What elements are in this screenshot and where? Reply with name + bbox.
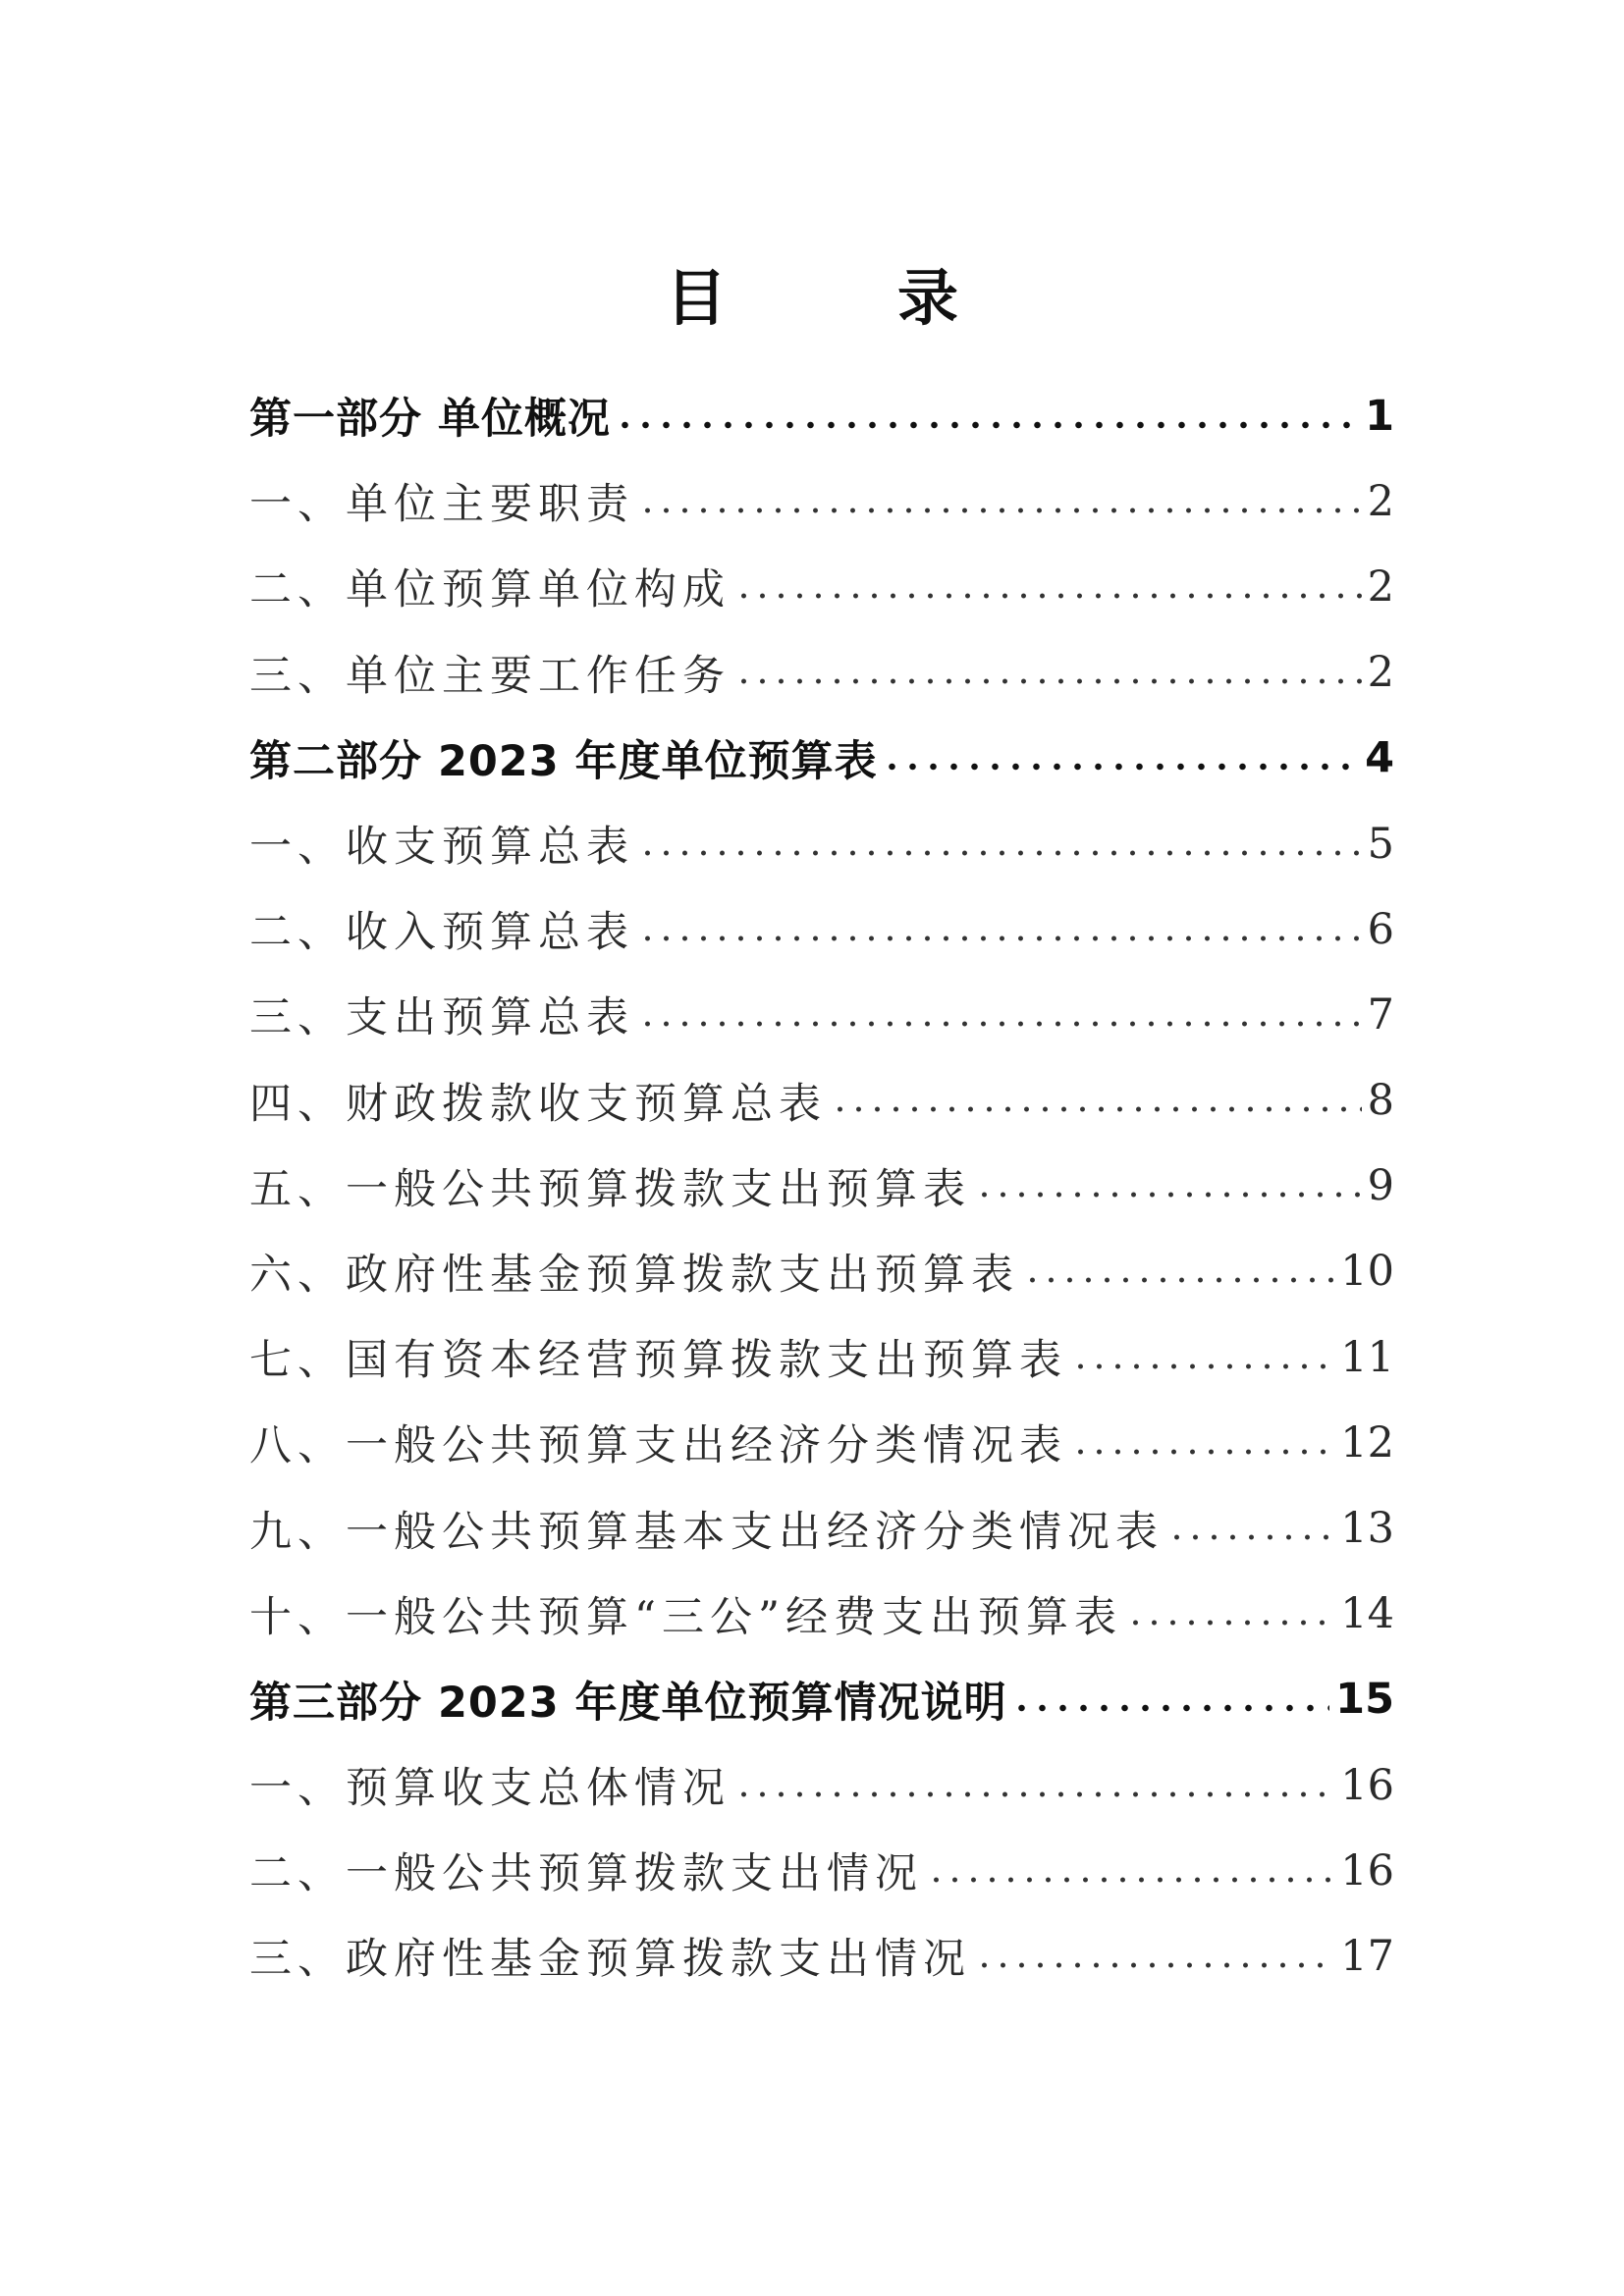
toc-entry-page: 4 (1365, 733, 1394, 783)
toc-dot-leader (975, 1189, 1362, 1201)
toc-entry[interactable] (249, 1913, 1394, 1999)
toc-entry-label: 八、一般公共预算支出经济分类情况表 (249, 1421, 1067, 1471)
toc-list (249, 373, 1394, 2000)
toc-dot-leader (615, 419, 1359, 431)
toc-dot-leader (831, 1103, 1362, 1115)
toc-dot-leader (1167, 1531, 1334, 1543)
toc-dot-leader (1071, 1361, 1334, 1372)
toc-entry-label: 十、一般公共预算“三公”经费支出预算表 (249, 1592, 1122, 1642)
toc-entry[interactable] (249, 1485, 1394, 1571)
toc-dot-leader (1011, 1702, 1330, 1714)
toc-entry-label: 六、政府性基金预算拨款支出预算表 (249, 1250, 1019, 1300)
toc-dot-leader (638, 847, 1362, 859)
toc-entry[interactable] (249, 544, 1394, 629)
toc-entry-label: 四、财政拨款收支预算总表 (249, 1079, 827, 1129)
toc-dot-leader (734, 1789, 1334, 1800)
toc-entry-page: 14 (1340, 1589, 1394, 1639)
toc-entry[interactable] (249, 1144, 1394, 1229)
toc-entry-page: 1 (1365, 391, 1394, 441)
toc-entry[interactable] (249, 1400, 1394, 1485)
toc-entry-page: 6 (1367, 904, 1394, 954)
toc-entry-page: 2 (1367, 648, 1394, 698)
toc-dot-leader (1023, 1274, 1334, 1286)
toc-entry-label: 一、收支预算总表 (249, 823, 634, 873)
toc-entry[interactable] (249, 630, 1394, 716)
toc-entry[interactable] (249, 801, 1394, 886)
toc-dot-leader (734, 675, 1362, 687)
toc-entry-part-1[interactable] (249, 373, 1394, 458)
toc-entry-label: 二、一般公共预算拨款支出情况 (249, 1849, 923, 1899)
toc-entry-page: 8 (1367, 1076, 1394, 1126)
toc-dot-leader (975, 1959, 1334, 1971)
toc-entry-label: 二、收入预算总表 (249, 908, 634, 958)
toc-entry-label: 一、单位主要职责 (249, 480, 634, 530)
toc-entry-label: 九、一般公共预算基本支出经济分类情况表 (249, 1507, 1164, 1557)
toc-entry-label: 七、国有资本经营预算拨款支出预算表 (249, 1336, 1067, 1386)
toc-entry-label: 三、政府性基金预算拨款支出情况 (249, 1935, 971, 1985)
toc-entry[interactable] (249, 1314, 1394, 1400)
toc-dot-leader (1071, 1446, 1334, 1458)
toc-title: 目 录 (665, 261, 1013, 334)
toc-entry-page: 2 (1367, 561, 1394, 612)
toc-entry[interactable] (249, 886, 1394, 972)
toc-entry-page: 5 (1367, 819, 1394, 869)
toc-entry-label: 第一部分 单位概况 (249, 395, 611, 445)
toc-entry-part-3[interactable] (249, 1657, 1394, 1742)
toc-entry[interactable] (249, 1572, 1394, 1657)
toc-dot-leader (927, 1874, 1334, 1886)
toc-entry-label: 三、支出预算总表 (249, 993, 634, 1043)
toc-dot-leader (882, 761, 1359, 773)
toc-entry-label: 三、单位主要工作任务 (249, 651, 731, 701)
toc-dot-leader (734, 590, 1362, 602)
toc-entry-page: 9 (1367, 1161, 1394, 1211)
toc-entry-page: 12 (1340, 1417, 1394, 1468)
toc-entry-part-2[interactable] (249, 716, 1394, 801)
toc-entry-label: 第二部分 2023 年度单位预算表 (249, 736, 878, 786)
toc-dot-leader (638, 1018, 1362, 1030)
toc-entry[interactable] (249, 458, 1394, 544)
toc-entry[interactable] (249, 1229, 1394, 1314)
toc-entry-label: 五、一般公共预算拨款支出预算表 (249, 1164, 971, 1214)
toc-entry[interactable] (249, 1742, 1394, 1828)
toc-entry-page: 15 (1335, 1675, 1394, 1725)
toc-dot-leader (1126, 1617, 1334, 1629)
toc-dot-leader (638, 505, 1362, 516)
toc-entry-page: 11 (1340, 1332, 1394, 1382)
toc-entry-page: 16 (1340, 1760, 1394, 1810)
toc-entry-page: 16 (1340, 1845, 1394, 1896)
toc-entry-label: 第三部分 2023 年度单位预算情况说明 (249, 1678, 1007, 1728)
toc-entry[interactable] (249, 972, 1394, 1057)
toc-entry-page: 7 (1367, 989, 1394, 1040)
toc-entry[interactable] (249, 1058, 1394, 1144)
toc-entry-page: 13 (1340, 1504, 1394, 1554)
toc-entry-page: 10 (1340, 1247, 1394, 1297)
toc-entry-page: 2 (1367, 476, 1394, 526)
toc-entry-page: 17 (1340, 1931, 1394, 1981)
toc-entry-label: 二、单位预算单位构成 (249, 565, 731, 615)
toc-entry-label: 一、预算收支总体情况 (249, 1764, 731, 1814)
toc-entry[interactable] (249, 1828, 1394, 1913)
toc-dot-leader (638, 933, 1362, 944)
